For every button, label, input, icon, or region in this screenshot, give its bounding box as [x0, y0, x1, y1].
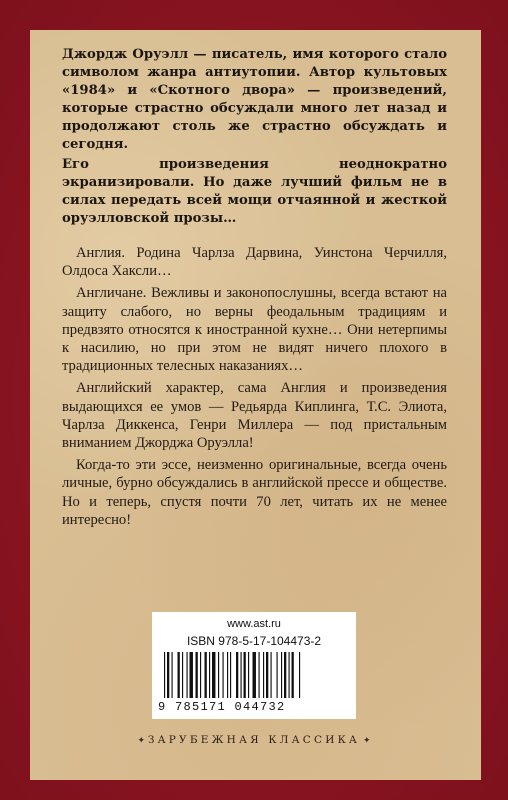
series-footer — [0, 734, 508, 746]
barcode-bars — [164, 652, 344, 698]
intro-text — [62, 46, 447, 228]
intro-paragraph: Его произведения неоднократно экранизировали. Но даже лучший фильм не в силах передать всей мощи отчаянной и жесткой оруэлловской прозы… — [62, 157, 447, 226]
body-paragraph: Английский характер, сама Англия и произведения выдающихся ее умов — Редьярда Киплинга, Т.С. Элиота, Чарлза Диккенса, Генри Миллера — под пристальным вниманием Джорджа Оруэлла! — [62, 380, 447, 452]
publisher-site: www.ast.ru — [227, 618, 281, 630]
body-paragraph: Англичане. Вежливы и законопослушны, всегда встают на защиту слабого, но верны феодальным традициям и предвзято относятся к иностранной кухне… Они нетерпимы к насилию, но при этом не видят ничего плохого в традиционных телесных наказаниях… — [62, 285, 447, 375]
body-paragraph: Когда-то эти эссе, неизменно оригинальные, всегда очень личные, бурно обсуждались в английской прессе и обществе. Но и теперь, спустя почти 70 лет, читать их не менее интересно! — [62, 457, 447, 528]
body-text — [62, 244, 447, 529]
series-label: ЗАРУБЕЖНАЯ КЛАССИКА — [147, 734, 361, 746]
isbn-label: ISBN 978-5-17-104473-2 — [186, 634, 322, 648]
ornament-left-icon: ✦ — [137, 736, 148, 746]
barcode-box — [152, 612, 356, 719]
ornament-right-icon: ✦ — [360, 736, 371, 746]
intro-paragraph: Джордж Оруэлл — писатель, имя которого стало символом жанра антиутопии. Автор культовых «1984» и «Скотного двора» — произведений, которые страстно обсуждали много лет назад и продолжают столь же страстно обсуждать и сегодня. — [62, 47, 447, 152]
barcode-digits: 9 785171 044732 — [158, 700, 286, 714]
body-paragraph: Англия. Родина Чарлза Дарвина, Уинстона Черчилля, Олдоса Хаксли… — [62, 245, 447, 280]
